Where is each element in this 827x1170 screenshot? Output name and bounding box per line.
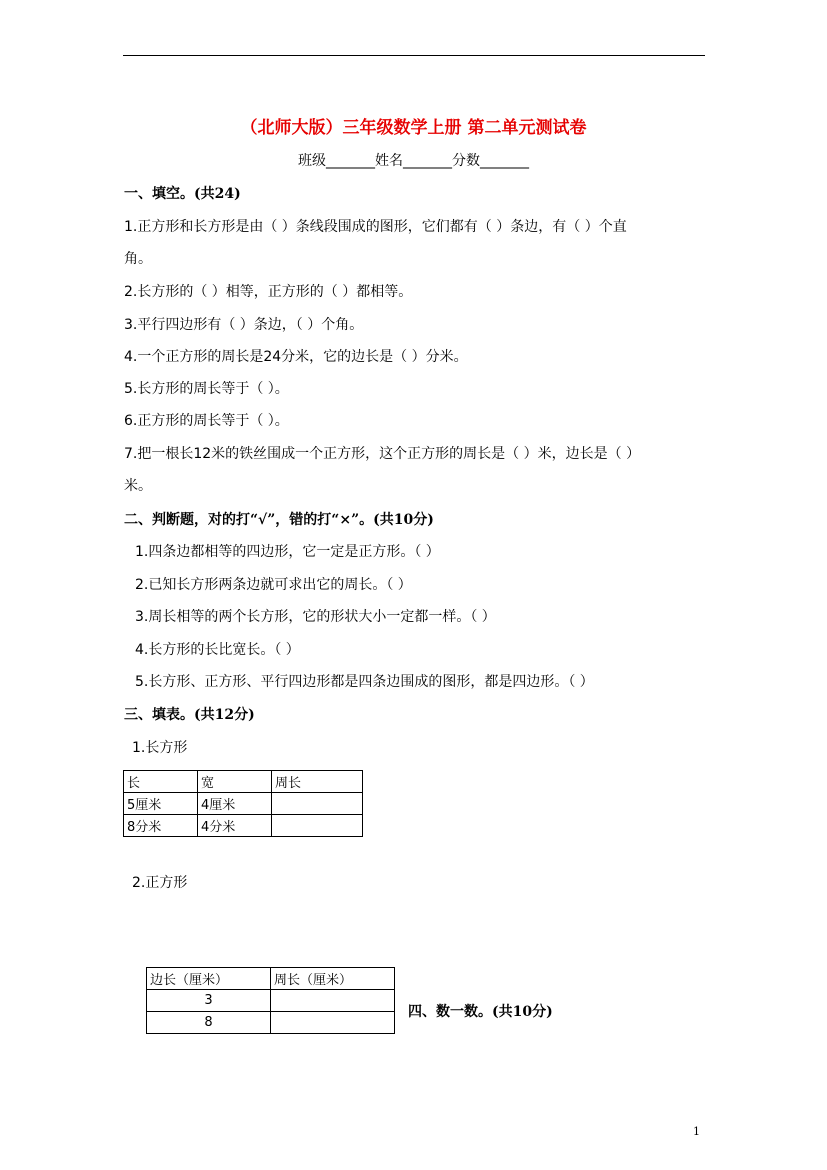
table-cell — [271, 990, 395, 1012]
table1-label: 1.长方形 — [132, 740, 188, 756]
table-header-cell: 周长（厘米） — [271, 968, 395, 990]
student-info-line: 班级_______姓名_______分数_______ — [298, 153, 529, 169]
judge-item-4: 4.长方形的长比宽长。（ ） — [135, 642, 300, 658]
table-cell — [272, 815, 363, 837]
table-cell: 4分米 — [198, 815, 272, 837]
table-header-row — [147, 968, 395, 990]
table-row — [124, 815, 363, 837]
table2-label: 2.正方形 — [132, 875, 188, 891]
table-cell: 8 — [147, 1012, 271, 1034]
section3-heading: 三、填表。(共12分) — [124, 707, 255, 723]
question-3: 3.平行四边形有（ ）条边，（ ）个角。 — [124, 317, 364, 333]
table-cell: 5厘米 — [124, 793, 198, 815]
table-cell: 8分米 — [124, 815, 198, 837]
question-7-line2: 米。 — [124, 478, 152, 494]
table-cell — [272, 793, 363, 815]
judge-item-2: 2.已知长方形两条边就可求出它的周长。（ ） — [135, 577, 412, 593]
judge-item-1: 1.四条边都相等的四边形，它一定是正方形。（ ） — [135, 544, 440, 560]
square-table — [146, 967, 395, 1034]
table-row — [124, 793, 363, 815]
table-header-cell: 周长 — [272, 771, 363, 793]
table-cell: 4厘米 — [198, 793, 272, 815]
question-1-line2: 角。 — [124, 251, 152, 267]
table-header-cell: 宽 — [198, 771, 272, 793]
question-4: 4.一个正方形的周长是24分米，它的边长是（ ）分米。 — [124, 349, 468, 365]
section2-heading: 二、判断题，对的打“√”，错的打“×”。(共10分) — [124, 512, 434, 528]
table-cell: 3 — [147, 990, 271, 1012]
page-title: （北师大版）三年级数学上册 第二单元测试卷 — [240, 118, 587, 138]
header-rule — [123, 55, 705, 56]
question-1-line1: 1.正方形和长方形是由（ ）条线段围成的图形，它们都有（ ）条边，有（ ）个直 — [124, 219, 627, 235]
table-cell — [271, 1012, 395, 1034]
question-7-line1: 7.把一根长12米的铁丝围成一个正方形，这个正方形的周长是（ ）米，边长是（ ） — [124, 446, 641, 462]
table-header-cell: 边长（厘米） — [147, 968, 271, 990]
table-row — [147, 990, 395, 1012]
question-6: 6.正方形的周长等于（ ）。 — [124, 413, 289, 429]
question-2: 2.长方形的（ ）相等，正方形的（ ）都相等。 — [124, 284, 413, 300]
section4-heading: 四、数一数。(共10分) — [408, 1004, 553, 1020]
page-number: 1 — [693, 1125, 700, 1138]
section1-heading: 一、填空。(共24) — [124, 186, 241, 202]
rectangle-table — [123, 770, 363, 837]
judge-item-5: 5.长方形、正方形、平行四边形都是四条边围成的图形，都是四边形。（ ） — [135, 674, 594, 690]
table-header-cell: 长 — [124, 771, 198, 793]
judge-item-3: 3.周长相等的两个长方形，它的形状大小一定都一样。（ ） — [135, 609, 496, 625]
table-header-row — [124, 771, 363, 793]
question-5: 5.长方形的周长等于（ ）。 — [124, 381, 289, 397]
table-row — [147, 1012, 395, 1034]
